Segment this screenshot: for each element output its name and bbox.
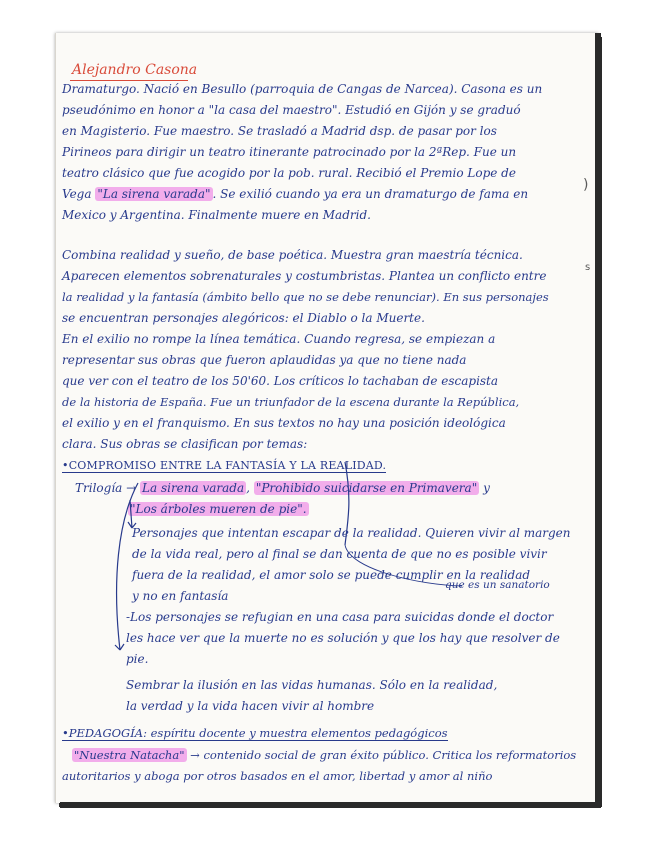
page-title: Alejandro Casona: [72, 62, 198, 78]
point2-line-3: pie.: [126, 652, 149, 666]
point3-line-1: Sembrar la ilusión en las vidas humanas. Sólo en la realidad,: [126, 678, 498, 692]
bio-line-3: en Magisterio. Fue maestro. Se trasladó a Madrid dsp. de pasar por los: [62, 124, 497, 138]
highlighted-work-title: La sirena varada: [142, 481, 245, 495]
point2-line-1: -Los personajes se refugian en una casa para suicidas donde el doctor: [126, 610, 554, 624]
style-line-10: clara. Sus obras se clasifican por temas:: [62, 437, 308, 451]
style-line-2: Aparecen elementos sobrenaturales y costumbristas. Plantea un conflicto entre: [62, 269, 547, 283]
margin-bracket: ): [583, 177, 589, 193]
point1-line-4: y no en fantasía: [132, 589, 229, 603]
style-line-3: la realidad y la fantasía (ámbito bello que no se debe renunciar). En sus personajes: [62, 290, 549, 304]
highlighted-work-title: "Nuestra Natacha": [74, 748, 185, 762]
page-shadow: [60, 802, 601, 808]
natacha-line-2: autoritarios y aboga por otros basados en el amor, libertad y amor al niño: [62, 769, 493, 783]
point2-line-2: les hace ver que la muerte no es solución y que los hay que resolver de: [126, 631, 560, 645]
bio-line-7: Mexico y Argentina. Finalmente muere en Madrid.: [62, 208, 371, 222]
bio-line-2: pseudónimo en honor a "la casa del maestro". Estudió en Gijón y se graduó: [62, 103, 521, 117]
style-line-4: se encuentran personajes alegóricos: el Diablo o la Muerte.: [62, 311, 425, 325]
bio-line-4: Pirineos para dirigir un teatro itinerante patrocinado por la 2ªRep. Fue un: [62, 145, 517, 159]
highlighted-work-title: "Los árboles mueren de pie".: [130, 502, 307, 516]
trilogy-label: Trilogía →: [75, 481, 137, 495]
style-line-6: representar sus obras que fueron aplaudidas ya que no tiene nada: [62, 353, 467, 367]
trilogy-line: Trilogía → La sirena varada , "Prohibido suicidarse en Primavera" y: [75, 481, 490, 495]
page-edge: [595, 33, 601, 808]
point1-line-1: Personajes que intentan escapar de la realidad. Quieren vivir al margen: [132, 526, 571, 540]
style-line-5: En el exilio no rompe la línea temática. Cuando regresa, se empiezan a: [62, 332, 496, 346]
highlighted-work-title: "Prohibido suicidarse en Primavera": [255, 481, 478, 495]
style-line-9: el exilio y en el franquismo. En sus textos no hay una posición ideológica: [62, 416, 506, 430]
bio-text: Vega: [62, 187, 92, 201]
point3-line-2: la verdad y la vida hacen vivir al hombre: [126, 699, 375, 713]
section-heading-compromiso: •COMPROMISO ENTRE LA FANTASÍA Y LA REALIDAD.: [62, 459, 387, 472]
margin-mark: s: [585, 262, 591, 273]
point2-note: que es un sanatorio: [445, 579, 550, 591]
trilogy-line-2: [128, 502, 309, 516]
section-heading-pedagogia: •PEDAGOGÍA: espíritu docente y muestra elementos pedagógicos: [62, 726, 448, 740]
natacha-line-1: "Nuestra Natacha" → contenido social de gran éxito público. Critica los reformatorios: [74, 748, 577, 762]
bio-line-6: [62, 187, 528, 201]
point1-line-2: de la vida real, pero al final se dan cuenta de que no es posible vivir: [132, 547, 547, 561]
style-line-7: que ver con el teatro de los 50'60. Los críticos lo tachaban de escapista: [62, 374, 499, 388]
bio-line-5: teatro clásico que fue acogido por la pob. rural. Recibió el Premio Lope de: [62, 166, 516, 180]
point1-line-3: fuera de la realidad, el amor solo se puede cumplir en la realidad: [132, 568, 531, 582]
style-line-1: Combina realidad y sueño, de base poética. Muestra gran maestría técnica.: [62, 248, 523, 262]
highlighted-work-title: "La sirena varada": [97, 187, 211, 201]
style-line-8: de la historia de España. Fue un triunfador de la escena durante la República,: [62, 395, 520, 409]
bio-line-1: Dramaturgo. Nació en Besullo (parroquia de Cangas de Narcea). Casona es un: [62, 82, 543, 96]
title-underline: [70, 80, 188, 81]
bio-text: . Se exilió cuando ya era un dramaturgo de fama en: [212, 187, 529, 201]
